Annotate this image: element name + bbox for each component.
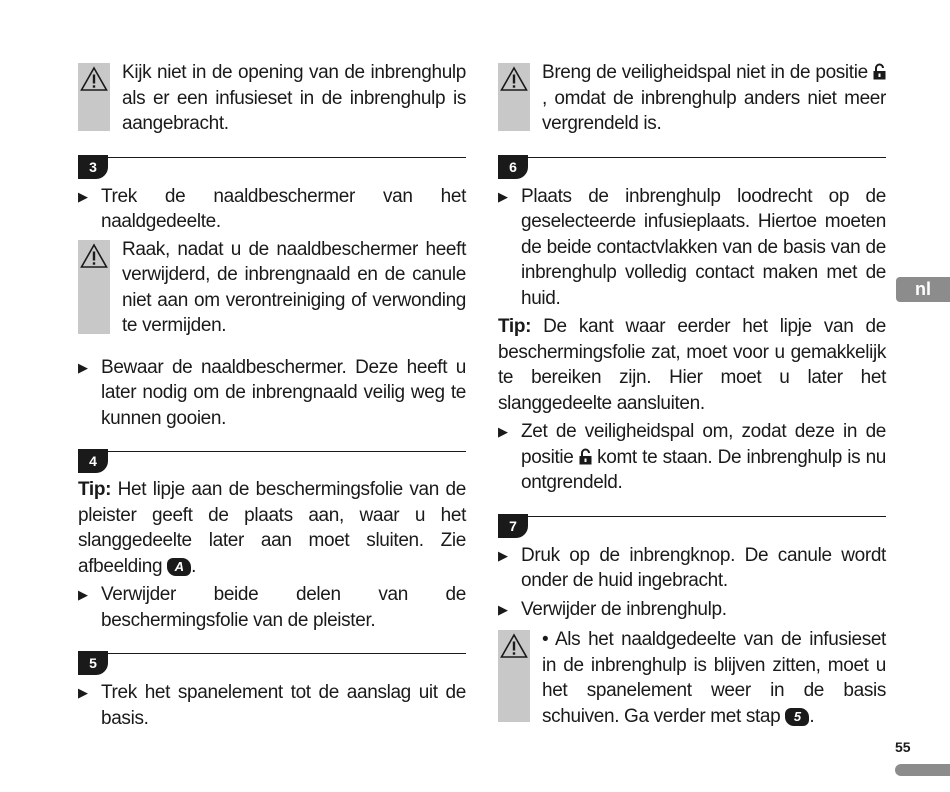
tip-text: Het lipje aan de beschermingsfolie van de pleister geeft de plaats aan, waar u het slanggedeelte later aan moet sluiten. Zie afbeelding bbox=[78, 479, 466, 577]
step-6-header bbox=[498, 155, 886, 181]
step-7-bullet-1 bbox=[498, 543, 886, 594]
warning-block bbox=[498, 60, 886, 137]
warning-text-part: . bbox=[809, 705, 815, 727]
step-7-warning bbox=[498, 627, 886, 729]
step-divider bbox=[78, 157, 466, 158]
step-number-badge: 6 bbox=[498, 155, 528, 179]
warning-text bbox=[542, 627, 886, 729]
bullet-arrow-icon: ▶ bbox=[78, 685, 88, 700]
step-3-header bbox=[78, 155, 466, 181]
warning-block bbox=[78, 60, 466, 137]
step-5-header bbox=[78, 651, 466, 677]
step-number-badge: 3 bbox=[78, 155, 108, 179]
step-divider bbox=[78, 653, 466, 654]
bullet-arrow-icon: ▶ bbox=[78, 359, 88, 375]
step-6-tip bbox=[498, 314, 886, 416]
step-3-bullet-1 bbox=[78, 184, 466, 235]
left-column bbox=[78, 60, 466, 731]
step-4-header bbox=[78, 449, 466, 475]
step-7-bullet-2 bbox=[498, 597, 886, 623]
unlocked-padlock-icon bbox=[873, 63, 886, 80]
bullet-text: Verwijder de inbrenghulp. bbox=[521, 598, 727, 620]
step-5-bullet bbox=[78, 680, 466, 731]
step-number-badge: 4 bbox=[78, 449, 108, 473]
bullet-text: Trek het spanelement tot de aanslag uit de basis. bbox=[101, 682, 466, 729]
warning-text-part: • Als het naaldgedeelte van de infusieset in de inbrenghulp is blijven zitten, moet u het spanelement weer in de basis schuiven. Ga verder met stap bbox=[542, 629, 886, 727]
bullet-arrow-icon: ▶ bbox=[498, 424, 508, 439]
step-divider bbox=[78, 451, 466, 452]
step-6-bullet-1 bbox=[498, 184, 886, 312]
unlocked-padlock-icon bbox=[579, 448, 592, 465]
step-3-warning bbox=[78, 237, 466, 339]
warning-text bbox=[542, 60, 886, 137]
step-6-bullet-2 bbox=[498, 419, 886, 496]
warning-text: Kijk niet in de opening van de inbrenghulp als er een infusieset in de inbrenghulp is aangebracht. bbox=[122, 62, 466, 134]
step-number-badge: 7 bbox=[498, 514, 528, 538]
step-divider bbox=[498, 157, 886, 158]
warning-triangle-icon bbox=[80, 243, 108, 269]
warning-triangle-icon bbox=[80, 66, 108, 92]
step-3-bullet-2 bbox=[78, 355, 466, 432]
page-number: 55 bbox=[895, 739, 911, 755]
warning-text-part: , omdat de inbrenghulp anders niet meer vergrendeld is. bbox=[542, 87, 886, 134]
bullet-text bbox=[521, 419, 886, 496]
bullet-text: Trek de naaldbeschermer van het naaldgedeelte. bbox=[101, 185, 466, 232]
language-tab: nl bbox=[896, 277, 950, 302]
warning-text: Raak, nadat u de naaldbeschermer heeft verwijderd, de inbrengnaald en de canule niet aan om verontreiniging of verwonding te vermijden. bbox=[122, 238, 466, 336]
warning-text-part: Breng de veiligheidspal niet in de positie bbox=[542, 62, 873, 83]
bullet-text: Verwijder beide delen van de beschermingsfolie van de pleister. bbox=[101, 584, 466, 631]
warning-bar bbox=[498, 63, 530, 131]
figure-ref-badge: A bbox=[167, 558, 191, 576]
warning-triangle-icon bbox=[500, 66, 528, 92]
bullet-text: Bewaar de naaldbeschermer. Deze heeft u later nodig om de inbrengnaald veilig weg te kunnen gooien. bbox=[101, 356, 466, 429]
tip-label: Tip: bbox=[78, 479, 112, 500]
bullet-text: Druk op de inbrengknop. De canule wordt onder de huid ingebracht. bbox=[521, 544, 886, 591]
tip-end: . bbox=[191, 555, 197, 577]
tip-text: De kant waar eerder het lipje van de beschermingsfolie zat, moet voor u gemakkelijk te bereiken zijn. Hier moet u later het slanggedeelte aansluiten. bbox=[498, 316, 886, 414]
bullet-arrow-icon: ▶ bbox=[498, 547, 508, 563]
bullet-arrow-icon: ▶ bbox=[498, 601, 508, 617]
bullet-text-part: Zet de veiligheidspal om, zodat deze in de positie bbox=[521, 421, 886, 468]
bullet-text: Plaats de inbrenghulp loodrecht op de geselecteerde infusieplaats. Hiertoe moeten de beide contactvlakken van de basis van de inbrenghulp volledig contact maken met de huid. bbox=[521, 185, 886, 309]
warning-bar bbox=[78, 63, 110, 131]
warning-bar bbox=[78, 240, 110, 334]
step-7-header bbox=[498, 514, 886, 540]
tip-label: Tip: bbox=[498, 316, 532, 337]
bullet-arrow-icon: ▶ bbox=[498, 188, 508, 204]
step-divider bbox=[498, 516, 886, 517]
step-ref-badge: 5 bbox=[785, 708, 809, 726]
warning-triangle-icon bbox=[500, 633, 528, 659]
right-column bbox=[498, 60, 886, 729]
bullet-arrow-icon: ▶ bbox=[78, 188, 88, 204]
warning-bar bbox=[498, 630, 530, 722]
page-footer-bar bbox=[895, 764, 950, 776]
bullet-arrow-icon: ▶ bbox=[78, 587, 88, 602]
step-4-bullet bbox=[78, 582, 466, 633]
bullet-text-part: komt te staan. De inbrenghulp is nu ontgrendeld. bbox=[521, 446, 886, 493]
step-4-tip bbox=[78, 477, 466, 579]
step-number-badge: 5 bbox=[78, 651, 108, 675]
